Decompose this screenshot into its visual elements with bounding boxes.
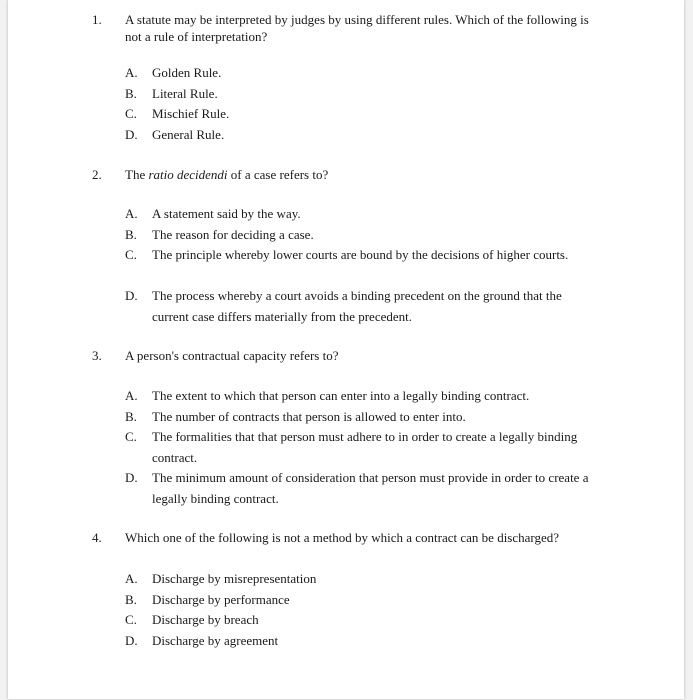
question-number: 4. bbox=[92, 530, 102, 545]
option-text: Mischief Rule. bbox=[152, 106, 230, 122]
option-letter: D. bbox=[125, 470, 138, 486]
option-letter: D. bbox=[125, 632, 138, 648]
option-text: The minimum amount of consideration that person must provide in order to create a legally binding contract. bbox=[152, 470, 589, 506]
question-text bbox=[125, 166, 605, 183]
option-letter: B. bbox=[125, 226, 137, 242]
document-page bbox=[8, 0, 684, 699]
question-text-end: of a case refers to? bbox=[227, 167, 329, 182]
option-letter: C. bbox=[125, 612, 137, 628]
option-letter: B. bbox=[125, 408, 137, 424]
option-text: Golden Rule. bbox=[152, 65, 222, 80]
option-letter: C. bbox=[125, 247, 137, 263]
question-text: A person's contractual capacity refers to? bbox=[125, 348, 339, 363]
question-number: 1. bbox=[92, 12, 102, 27]
option-letter: B. bbox=[125, 591, 137, 607]
option-text: Discharge by breach bbox=[152, 612, 259, 628]
option-letter: A. bbox=[125, 206, 138, 221]
option-text: Discharge by misrepresentation bbox=[152, 571, 317, 586]
option-text: The extent to which that person can enter into a legally binding contract. bbox=[152, 388, 530, 403]
option-text: Discharge by performance bbox=[152, 591, 290, 607]
question-text: Which one of the following is not a method by which a contract can be discharged? bbox=[125, 530, 560, 545]
option-text: The formalities that that person must adhere to in order to create a legally binding contract. bbox=[152, 429, 578, 465]
question-number: 3. bbox=[92, 348, 102, 363]
option-letter: D. bbox=[125, 288, 138, 304]
option-letter: C. bbox=[125, 106, 137, 122]
option-letter: B. bbox=[125, 85, 137, 101]
option-text: A statement said by the way. bbox=[152, 206, 301, 221]
question-text-start: The bbox=[125, 167, 149, 182]
option-text: The process whereby a court avoids a binding precedent on the ground that the current case differs materially from the precedent. bbox=[152, 288, 562, 324]
option-letter: A. bbox=[125, 388, 138, 403]
option-letter: C. bbox=[125, 429, 137, 445]
question-text: A statute may be interpreted by judges by using different rules. Which of the following is not a rule of interpretation? bbox=[125, 12, 589, 44]
option-text: Discharge by agreement bbox=[152, 632, 279, 648]
question-number: 2. bbox=[92, 167, 102, 182]
option-letter: A. bbox=[125, 571, 138, 586]
option-text: General Rule. bbox=[152, 126, 225, 142]
option-text: The principle whereby lower courts are bound by the decisions of higher courts. bbox=[152, 247, 569, 263]
option-letter: A. bbox=[125, 65, 138, 80]
question-text-italic: ratio decidendi bbox=[148, 167, 228, 182]
option-letter: D. bbox=[125, 126, 138, 142]
option-text: The number of contracts that person is allowed to enter into. bbox=[152, 408, 466, 424]
option-text: Literal Rule. bbox=[152, 85, 218, 101]
option-text: The reason for deciding a case. bbox=[152, 226, 314, 242]
